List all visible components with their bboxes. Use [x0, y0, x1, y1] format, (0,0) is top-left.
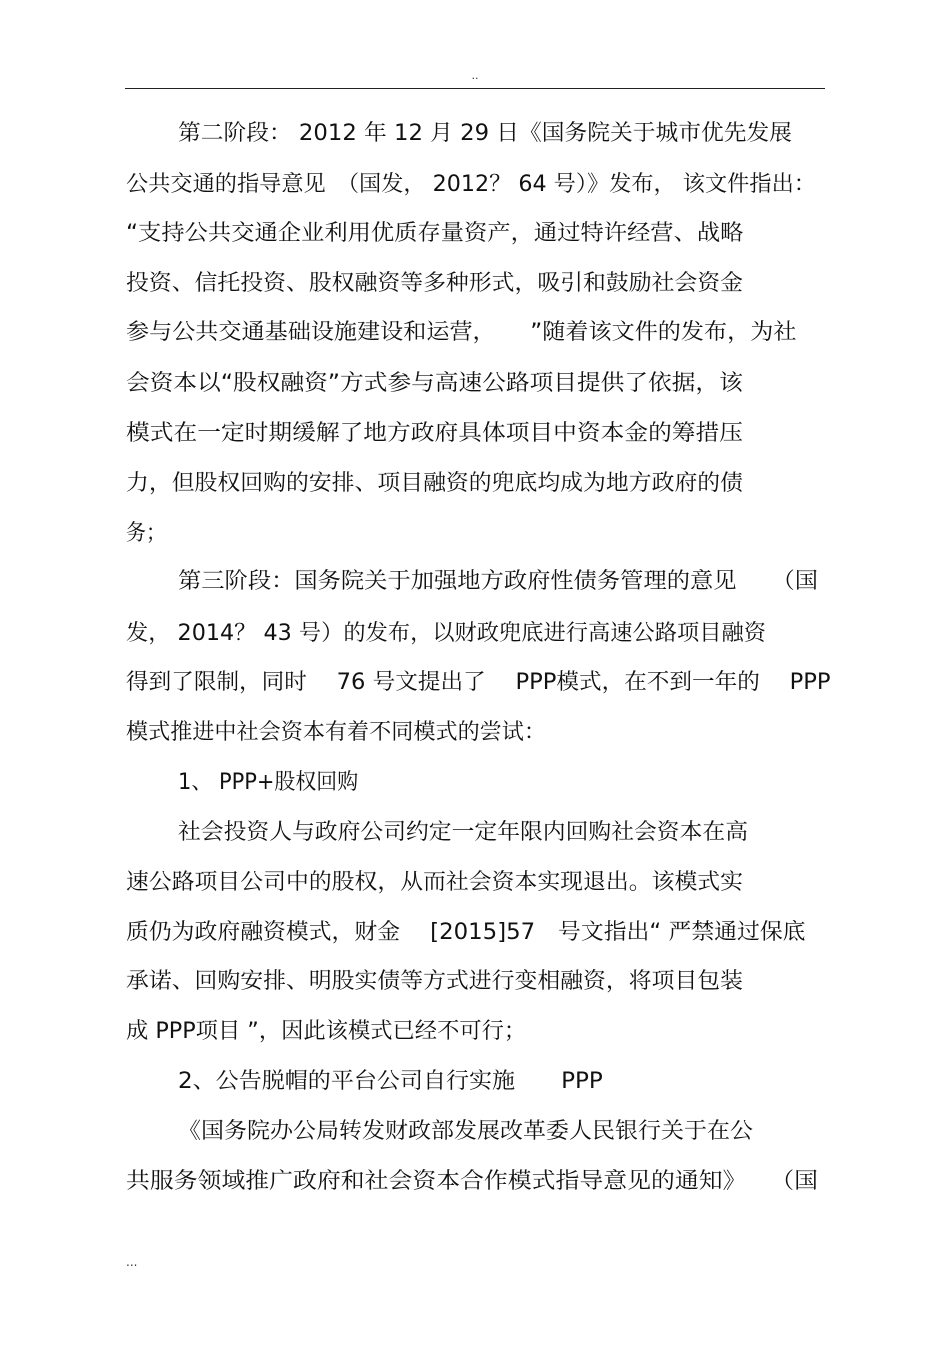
text-line: 第三阶段：国务院关于加强地方政府性债务管理的意见 （国: [178, 569, 819, 594]
text-line: 质仍为政府融资模式，财金 [2015]57 号文指出“ 严禁通过保底: [126, 920, 806, 945]
page-footer-mark: ...: [126, 1255, 138, 1269]
text-line: 公共交通的指导意见 （国发， 2012？ 64 号）》发布， 该文件指出：: [126, 172, 816, 197]
text-line: “支持公共交通企业利用优质存量资产，通过特许经营、战略: [126, 221, 744, 246]
text-line: 成 PPP项目 ”，因此该模式已经不可行；: [126, 1019, 527, 1044]
text-line: 1、 PPP+股权回购: [178, 770, 359, 795]
text-line: 模式在一定时期缓解了地方政府具体项目中资本金的筹措压: [126, 421, 744, 446]
text-line: 第二阶段： 2012 年 12 月 29 日《国务院关于城市优先发展: [178, 121, 792, 146]
text-line: 社会投资人与政府公司约定一定年限内回购社会资本在高: [178, 820, 749, 845]
text-line: 发， 2014？ 43 号）的发布，以财政兜底进行高速公路项目融资: [126, 621, 766, 646]
header-rule: [125, 88, 825, 89]
text-line: 会资本以“股权融资”方式参与高速公路项目提供了依据，该: [126, 371, 743, 396]
text-line: 共服务领域推广政府和社会资本合作模式指导意见的通知》 （国: [126, 1169, 819, 1194]
text-line: 《国务院办公局转发财政部发展改革委人民银行关于在公: [178, 1119, 754, 1144]
text-line: 承诺、回购安排、明股实债等方式进行变相融资，将项目包装: [126, 969, 744, 994]
text-line: 2、公告脱帽的平台公司自行实施 PPP: [178, 1069, 603, 1094]
text-line: 力，但股权回购的安排、项目融资的兜底均成为地方政府的债: [126, 471, 744, 496]
text-line: 务；: [126, 521, 167, 546]
text-line: 参与公共交通基础设施建设和运营， ”随着该文件的发布，为社: [126, 320, 797, 345]
text-line: 得到了限制，同时 76 号文提出了 PPP模式，在不到一年的 PPP: [126, 670, 831, 695]
text-line: 速公路项目公司中的股权，从而社会资本实现退出。该模式实: [126, 870, 744, 895]
text-line: 模式推进中社会资本有着不同模式的尝试：: [126, 720, 547, 745]
text-line: 投资、信托投资、股权融资等多种形式，吸引和鼓励社会资金: [126, 271, 744, 296]
page-header-mark: ..: [471, 69, 479, 82]
